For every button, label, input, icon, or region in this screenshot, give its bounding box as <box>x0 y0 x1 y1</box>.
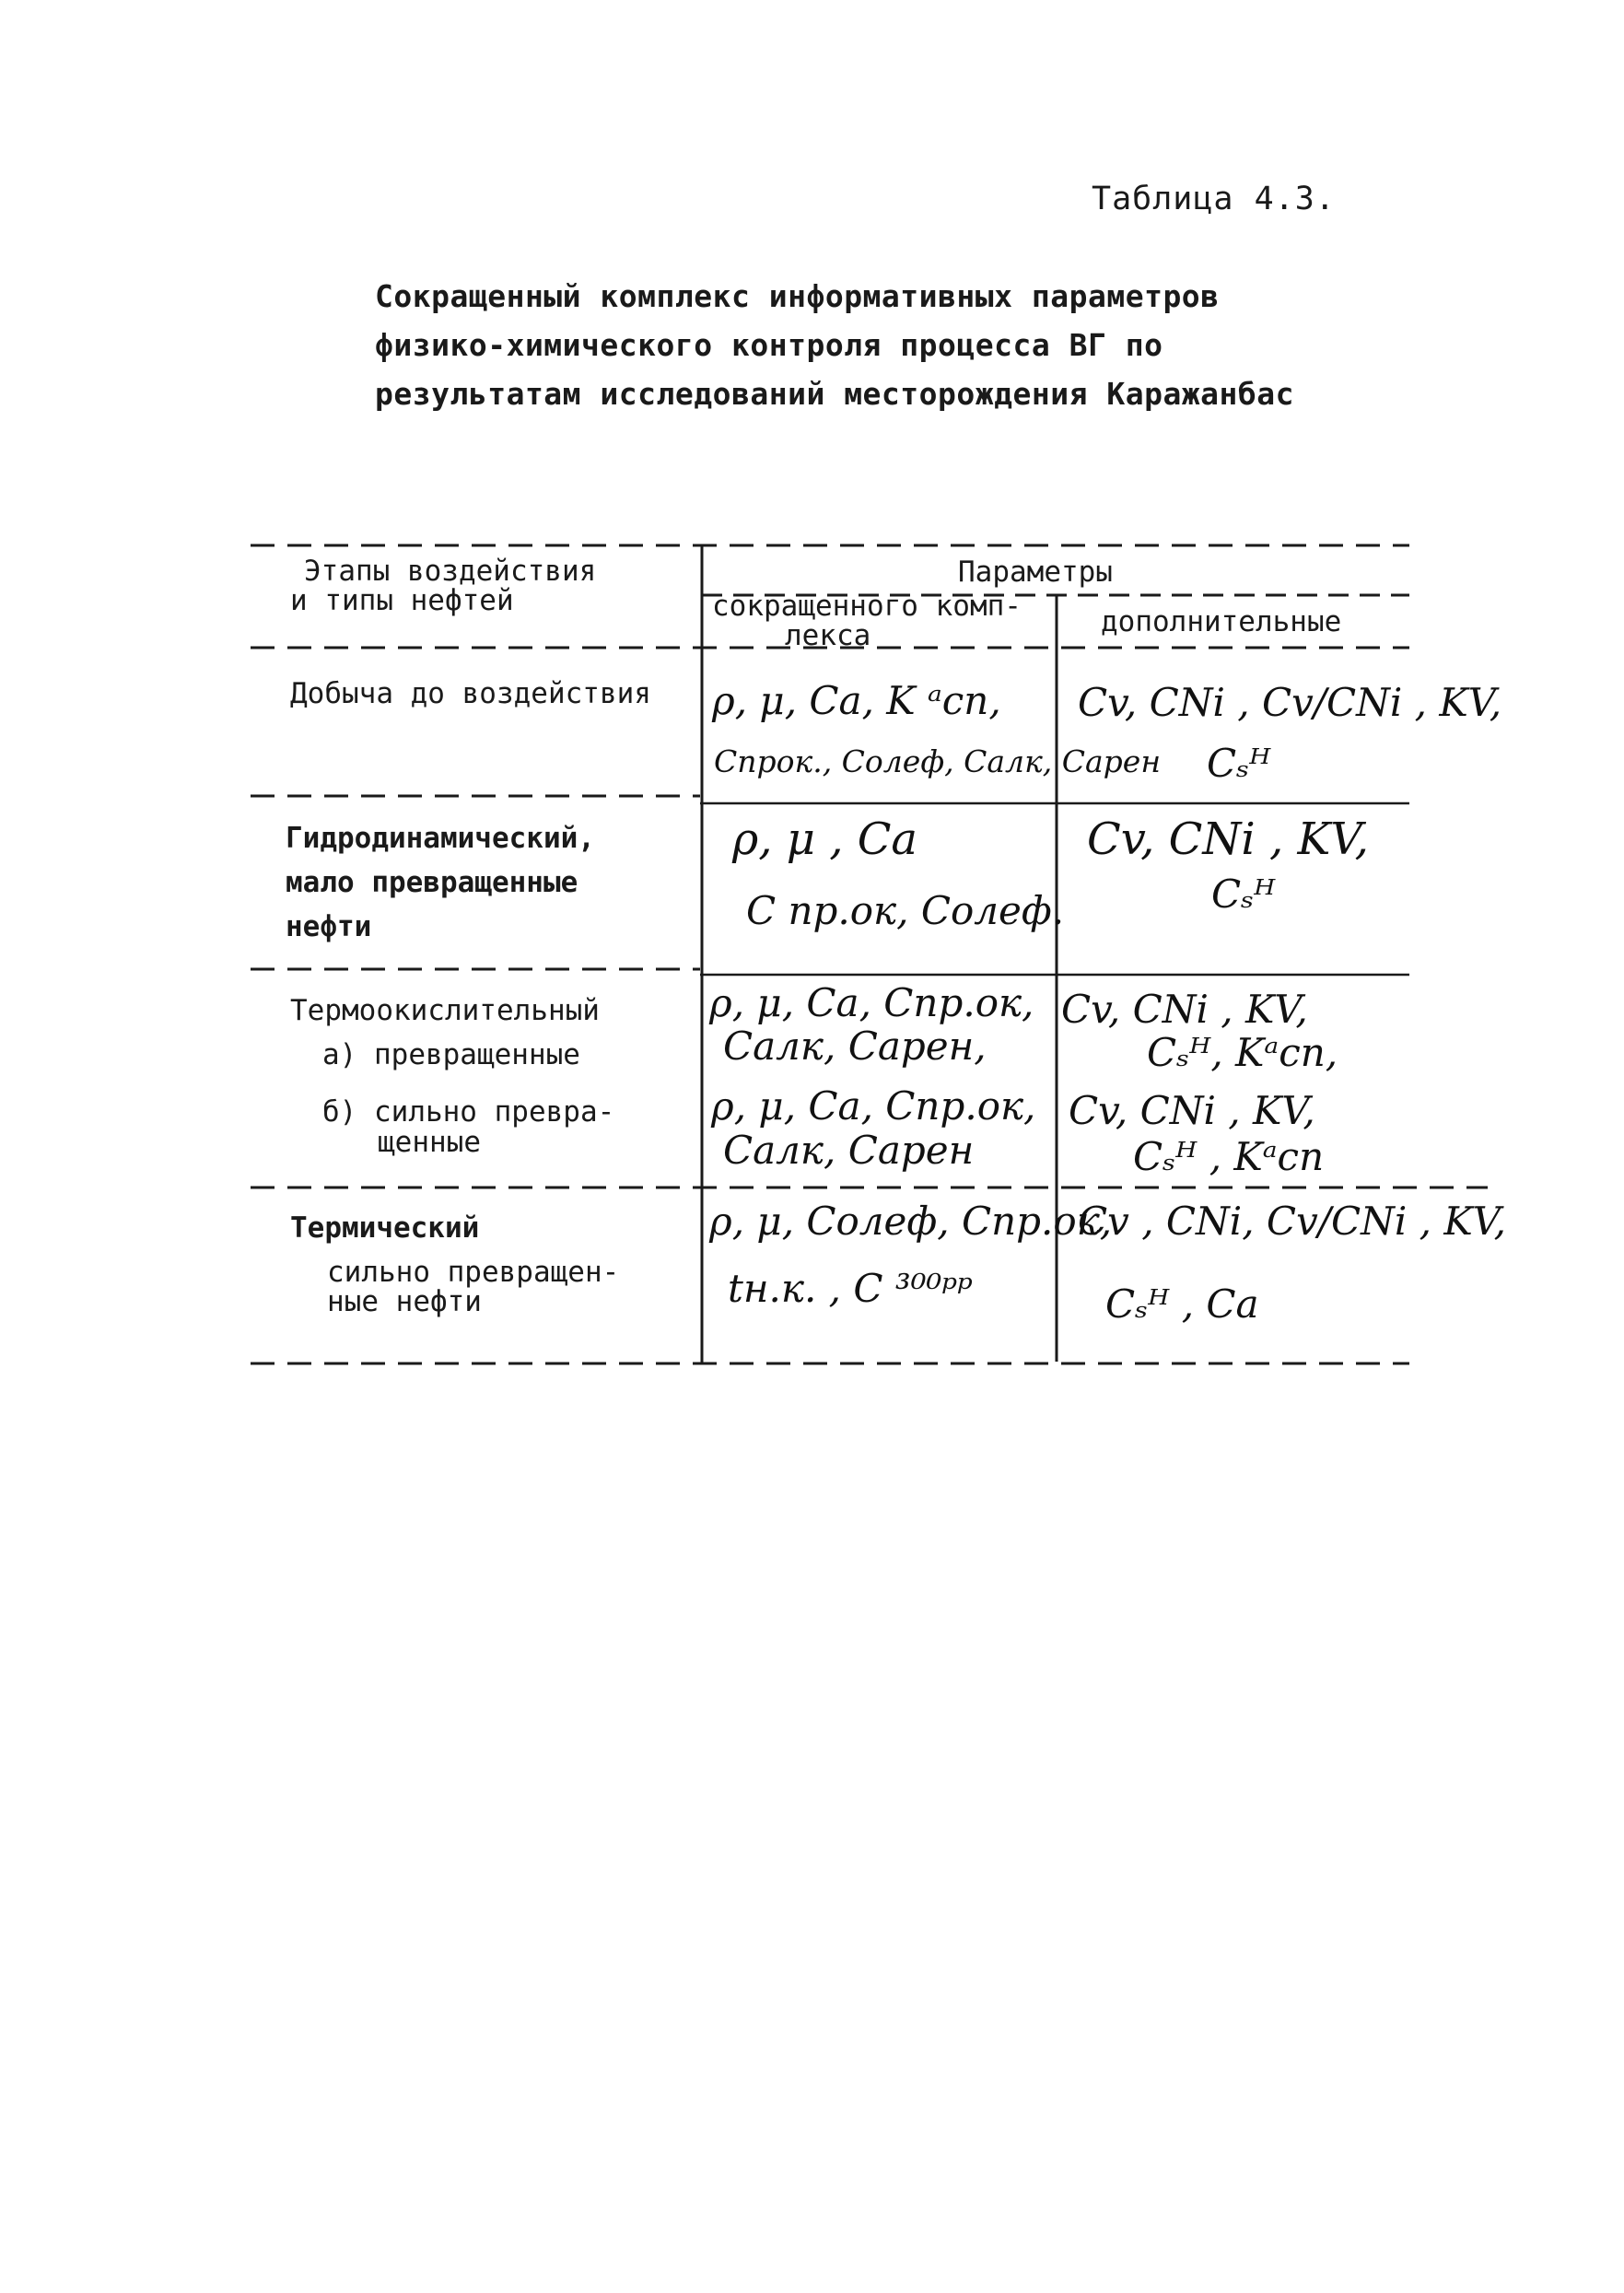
row3-additional-line-1: Cv, CNi , KV, <box>1061 987 1308 1032</box>
row4-stage-line-3: ные нефти <box>327 1285 482 1318</box>
row3-additional-line-2: Cₛᴴ, Kᵃсп, <box>1147 1030 1338 1075</box>
table-number: Таблица 4.3. <box>1092 181 1336 217</box>
table-caption-line-3: результатам исследований месторождения Каражанбас <box>375 376 1295 412</box>
row1-additional-line-2: Cₛᴴ <box>1207 741 1271 786</box>
row2-additional-line-1: Cv, CNi , KV, <box>1087 813 1369 865</box>
row2-reduced-line-2: C пр.ок, Cолеф. <box>746 888 1065 933</box>
row2-additional-line-2: Cₛᴴ <box>1211 872 1276 917</box>
row3-stage-line-3: б) сильно превра- <box>322 1095 615 1129</box>
row3-stage-line-4: щенные <box>378 1126 481 1159</box>
row1-reduced-line-1: ρ, μ, Ca, K ᵃсп, <box>712 678 1001 723</box>
row3-stage-line-2: а) превращенные <box>322 1038 580 1071</box>
table-caption-line-2: физико-химического контроля процесса ВГ по <box>375 327 1163 363</box>
row1-stage: Добыча до воздействия <box>290 677 651 710</box>
row1-reduced-line-2: Cпрок., Cолеф, Cалк, Cарен <box>714 743 1162 779</box>
row4-stage-line-2: сильно превращен- <box>327 1256 620 1289</box>
row3-stage-line-1: Термоокислительный <box>290 994 600 1027</box>
row3-additional-line-3: Cv, CNi , KV, <box>1069 1088 1315 1133</box>
row2-stage-line-3: нефти <box>286 910 372 943</box>
row2-stage-line-1: Гидродинамический, <box>286 822 595 855</box>
row3-reduced-line-1: ρ, μ, Ca, Cпр.ок, <box>709 980 1034 1025</box>
row4-reduced-line-1: ρ, μ, Cолеф, Cпр.ок, <box>709 1199 1113 1244</box>
row4-stage-line-1: Термический <box>290 1211 480 1245</box>
row4-reduced-line-2: tн.к. , C ³⁰⁰ᵖᵖ <box>728 1266 973 1311</box>
row3-reduced-line-2: Cалк, Cарен, <box>723 1024 987 1069</box>
params-group-header: Параметры <box>958 556 1113 589</box>
row4-additional-line-1: Cv , CNi, Cv/CNi , KV, <box>1078 1199 1507 1244</box>
row1-additional-line-1: Cv, CNi , Cv/CNi , KV, <box>1078 680 1502 725</box>
row3-reduced-line-4: Cалк, Cарен <box>723 1128 975 1173</box>
col-stage-header-line-2: и типы нефтей <box>290 584 514 617</box>
table-caption-line-1: Сокращенный комплекс информативных параметров <box>375 278 1220 314</box>
row3-additional-line-4: Cₛᴴ , Kᵃсп <box>1133 1134 1325 1179</box>
row2-stage-line-2: мало превращенные <box>286 866 578 899</box>
row4-additional-line-2: Cₛᴴ , Ca <box>1105 1281 1259 1327</box>
col-stage-header-line-1: Этапы воздействия <box>304 555 597 588</box>
row3-reduced-line-3: ρ, μ, Ca, Cпр.ок, <box>711 1083 1036 1129</box>
row2-reduced-line-1: ρ, μ , Ca <box>732 813 918 865</box>
col-additional-header: дополнительные <box>1101 605 1342 638</box>
col-reduced-header-line-2: лекса <box>785 619 871 652</box>
col-reduced-header-line-1: сокращенного комп- <box>712 590 1022 623</box>
